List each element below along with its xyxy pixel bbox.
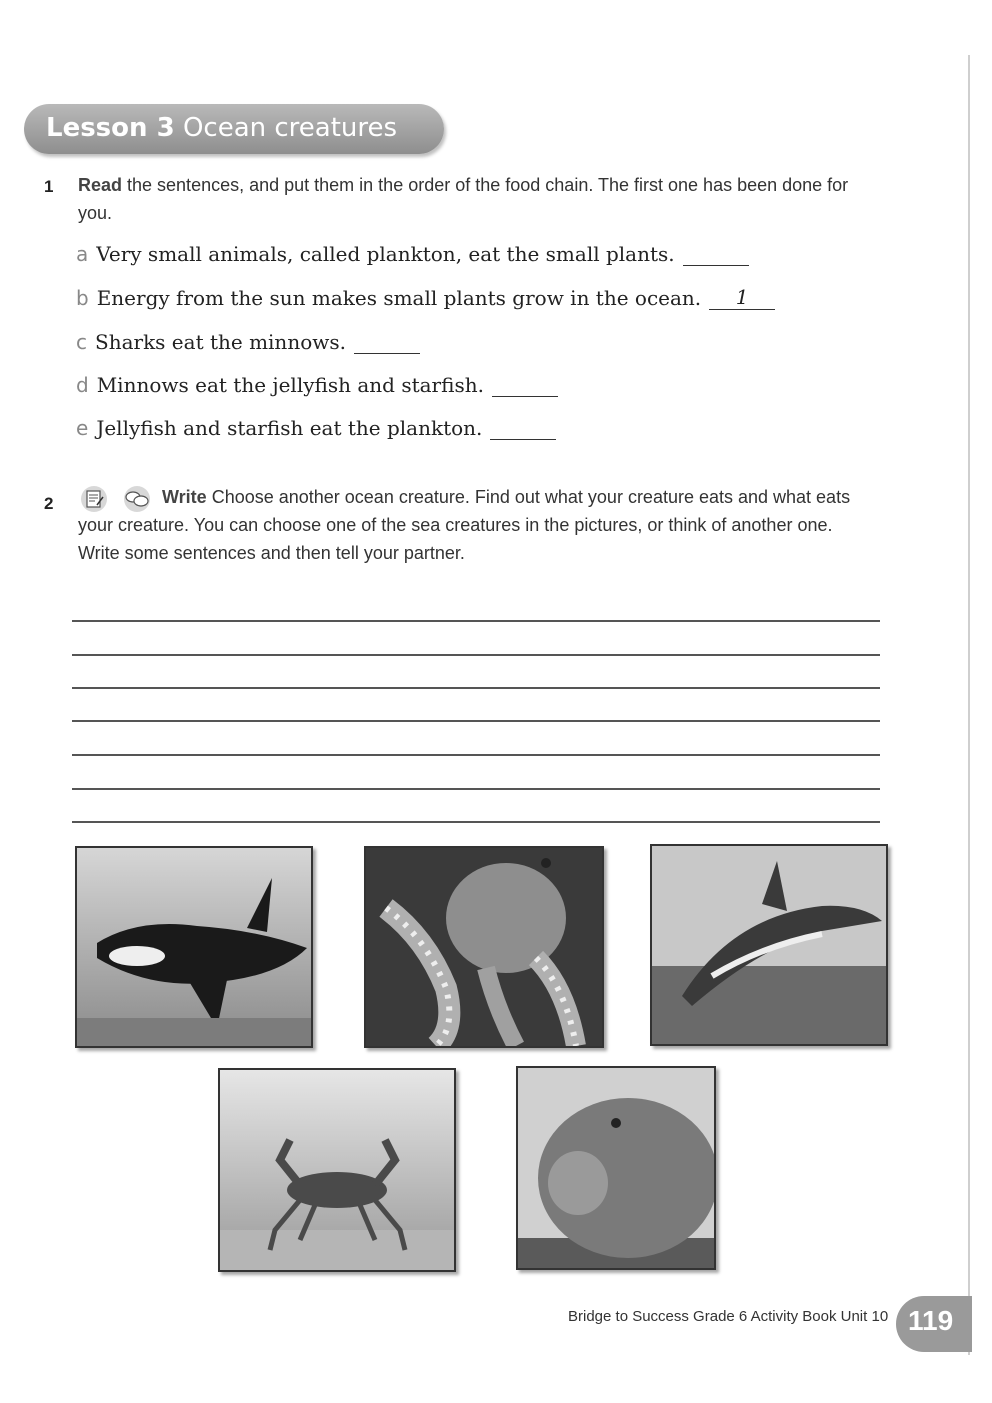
question-1-text: the sentences, and put them in the order of the food chain. The first one has been done for you. <box>78 175 849 223</box>
question-1-number: 1 <box>44 177 54 196</box>
writing-line[interactable] <box>72 788 880 790</box>
item-text: Energy from the sun makes small plants grow in the ocean. <box>96 286 702 310</box>
dolphin-photo <box>650 844 888 1046</box>
item-letter: e <box>76 416 89 440</box>
question-1-instruction <box>78 171 878 227</box>
writing-line[interactable] <box>72 754 880 756</box>
list-item <box>76 242 749 266</box>
question-1-keyword: Read <box>78 175 123 195</box>
list-item <box>76 286 775 310</box>
lesson-title: Ocean creatures <box>182 113 398 143</box>
answer-blank[interactable] <box>490 417 556 440</box>
item-letter: d <box>76 373 89 397</box>
item-text: Minnows eat the jellyfish and starfish. <box>96 373 484 397</box>
question-2-instruction <box>78 483 868 567</box>
item-text: Sharks eat the minnows. <box>95 330 346 354</box>
item-letter: a <box>76 242 89 266</box>
page-number: 119 <box>908 1305 954 1336</box>
item-text: Jellyfish and starfish eat the plankton. <box>96 416 483 440</box>
answer-blank[interactable] <box>683 243 749 266</box>
list-item <box>76 330 420 354</box>
answer-blank[interactable] <box>354 331 420 354</box>
page-edge <box>968 55 970 1355</box>
lesson-banner <box>24 104 444 154</box>
lesson-label: Lesson 3 <box>46 113 175 143</box>
writing-line[interactable] <box>72 821 880 823</box>
list-item <box>76 416 556 440</box>
writing-line[interactable] <box>72 687 880 689</box>
question-2-number: 2 <box>44 494 54 513</box>
crab-photo <box>218 1068 456 1272</box>
answer-blank[interactable] <box>492 374 558 397</box>
page-number-tab <box>896 1296 972 1352</box>
item-letter: b <box>76 286 89 310</box>
lesson-heading <box>46 113 397 143</box>
footer-text: Bridge to Success Grade 6 Activity Book Unit 10 <box>568 1308 889 1325</box>
list-item <box>76 373 558 397</box>
question-2-text: Choose another ocean creature. Find out what your creature eats and what eats your creature. You can choose one of the sea creatures in the pictures, or think of another one. Write some sentences and then tell your partner. <box>78 487 851 563</box>
walrus-photo <box>516 1066 716 1270</box>
answer-blank[interactable]: 1 <box>709 287 775 310</box>
question-2-keyword: Write <box>162 487 207 507</box>
orca-photo <box>75 846 313 1048</box>
item-text: Very small animals, called plankton, eat the small plants. <box>96 242 675 266</box>
writing-line[interactable] <box>72 620 880 622</box>
writing-line[interactable] <box>72 654 880 656</box>
writing-line[interactable] <box>72 720 880 722</box>
item-letter: c <box>76 330 87 354</box>
octopus-photo <box>364 846 604 1048</box>
